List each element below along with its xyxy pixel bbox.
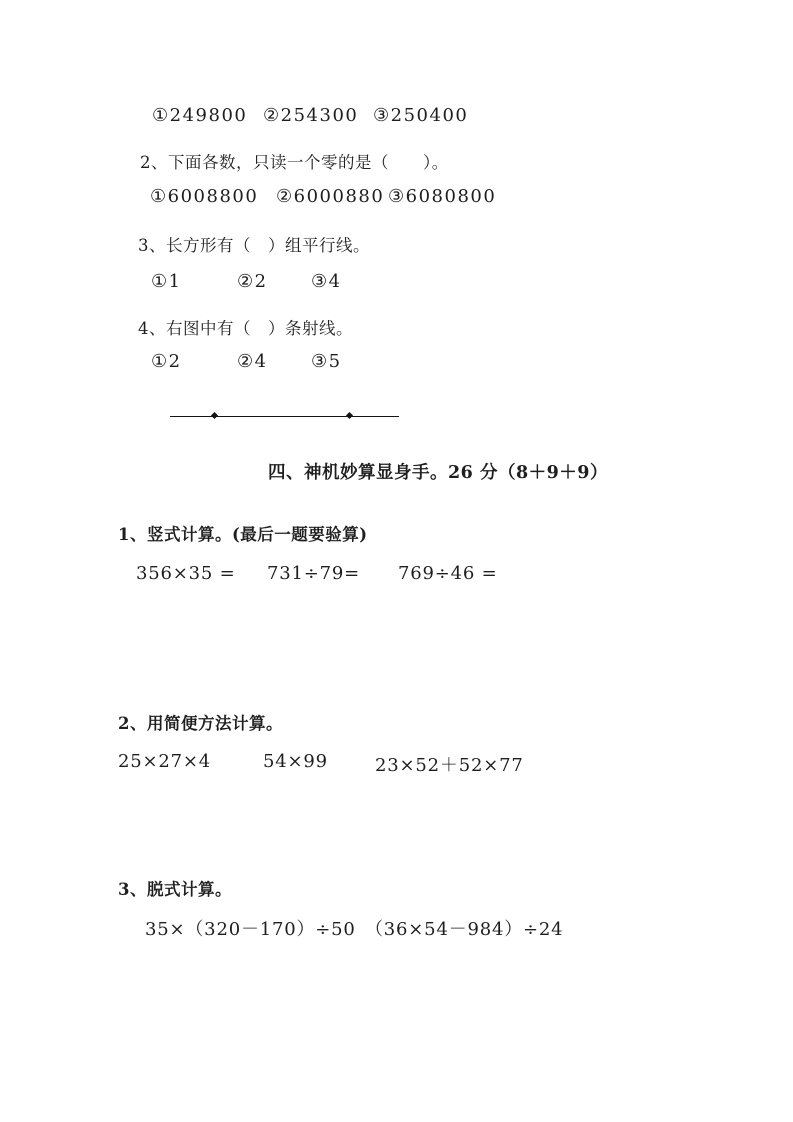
part3-problem-1: 35×（320－170）÷50: [145, 919, 356, 940]
part2-heading-row: [0, 710, 793, 736]
q1-options-row: [0, 105, 793, 131]
part1-problems-row: [0, 563, 793, 589]
q2-option-2: ②6000880: [276, 186, 385, 207]
part2-problem-3: 23×52＋52×77: [375, 755, 524, 776]
q3-option-3: ③4: [311, 271, 342, 292]
q4-options-row: [0, 351, 793, 377]
q2-text-row: [0, 149, 793, 175]
q4-option-2: ②4: [237, 351, 268, 372]
part2-problem-2: 54×99: [263, 751, 328, 772]
calc-section-title: 四、神机妙算显身手。26 分（8＋9＋9）: [268, 463, 608, 483]
q3-question-text: 3、长方形有（ ）组平行线。: [138, 236, 370, 255]
part3-heading: 3、脱式计算。: [118, 880, 232, 899]
q3-text-row: [0, 232, 793, 258]
q4-option-3: ③5: [311, 351, 342, 372]
q4-option-1: ①2: [151, 351, 182, 372]
figure-point-right: [346, 412, 353, 419]
part3-heading-row: [0, 876, 793, 902]
q2-option-1: ①6008800: [150, 186, 259, 207]
q2-question-text: 2、下面各数，只读一个零的是（ ）。: [140, 153, 449, 172]
figure-point-left: [211, 412, 218, 419]
part1-problem-2: 731÷79=: [267, 563, 361, 584]
q1-option-3: ③250400: [373, 105, 469, 126]
calc-section-title-row: [0, 459, 793, 485]
part2-problem-1: 25×27×4: [118, 751, 212, 772]
part2-heading: 2、用简便方法计算。: [118, 714, 283, 733]
q1-option-1: ①249800: [152, 105, 248, 126]
q3-option-1: ①1: [151, 271, 182, 292]
part1-problem-3: 769÷46 =: [398, 563, 498, 584]
q4-question-text: 4、右图中有（ ）条射线。: [138, 319, 353, 338]
part2-problems-row: [0, 751, 793, 777]
q3-option-2: ②2: [237, 271, 268, 292]
q2-options-row: [0, 186, 793, 212]
part1-heading-row: [0, 521, 793, 547]
q4-text-row: [0, 315, 793, 341]
part3-problems-row: [0, 915, 793, 941]
part1-heading: 1、竖式计算。(最后一题要验算): [118, 525, 368, 544]
part1-problem-1: 356×35 =: [136, 563, 236, 584]
part3-problem-2: （36×54－984）÷24: [365, 919, 564, 940]
q1-option-2: ②254300: [263, 105, 359, 126]
figure-line: [170, 416, 399, 417]
q2-option-3: ③6080800: [388, 186, 497, 207]
q3-options-row: [0, 271, 793, 297]
